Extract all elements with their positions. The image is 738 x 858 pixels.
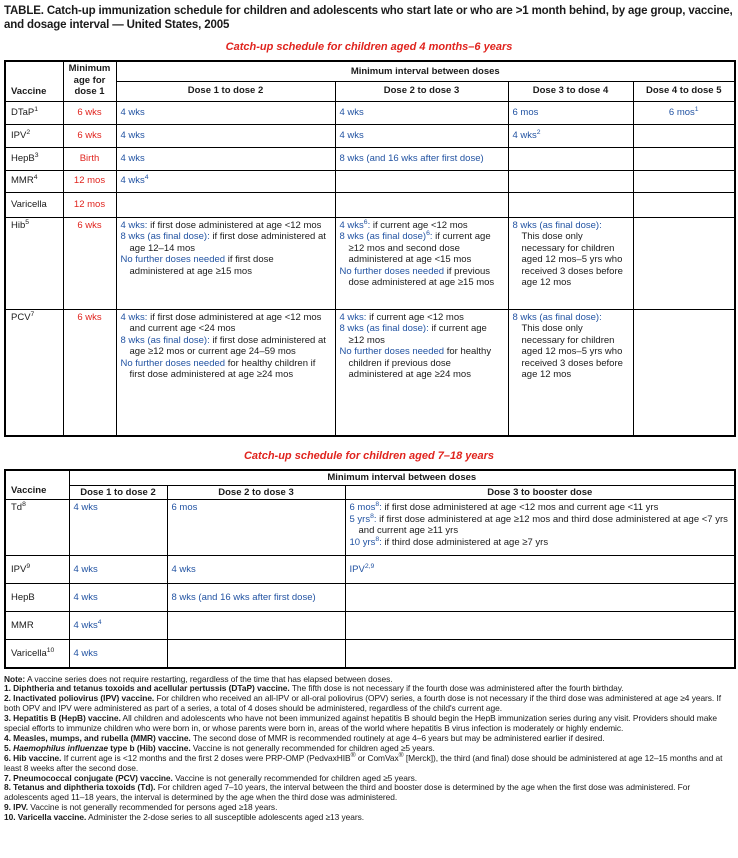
text-run: Vaccine is not generally recommended for persons aged ≥18 years. — [28, 802, 278, 813]
cell-paragraph — [121, 231, 331, 254]
table-cell — [335, 101, 508, 124]
table-cell — [63, 309, 116, 436]
column-header: Dose 3 to dose 4 — [508, 81, 633, 101]
table-row — [5, 170, 735, 192]
text-run: for healthy children if previous dose administered at age ≥24 mos — [348, 346, 492, 380]
text-run: 8 wks (as final dose): — [512, 219, 602, 231]
vaccine-name-cell — [5, 640, 69, 668]
superscript-marker: 8 — [370, 512, 374, 520]
superscript-marker: 1 — [694, 105, 699, 113]
text-run: IPV$^9$ — [11, 562, 31, 575]
table-cell — [633, 101, 735, 124]
text-run: 12 mos — [73, 198, 106, 210]
text-run: 6 mos$^8$: — [349, 500, 382, 513]
cell-paragraph — [68, 312, 112, 324]
table-cell — [63, 170, 116, 192]
text-run: If current age is <12 months and the first 2 doses were PRP-OMP (PedvaxHIB® or ComVax® [Merck]), the third (and final) dose should be administered at age 12–15 months and at least 8 weeks after the second dose. — [4, 751, 723, 773]
column-header: Dose 4 to dose 5 — [633, 81, 735, 101]
vaccine-name-cell — [5, 309, 63, 436]
table-cell — [69, 584, 167, 612]
cell-paragraph — [172, 592, 341, 604]
cell-paragraph — [340, 312, 504, 324]
table-row — [5, 101, 735, 124]
vaccine-name-cell — [5, 124, 63, 147]
table-cell — [508, 192, 633, 217]
cell-paragraph — [350, 564, 731, 576]
text-run: PCV$^7$ — [11, 310, 35, 323]
cell-paragraph — [513, 220, 629, 289]
table-cell — [116, 124, 335, 147]
text-run: 4 wks — [339, 129, 364, 141]
cell-paragraph — [11, 199, 59, 211]
text-run: for healthy children if first dose administered at age ≥24 mos — [129, 357, 316, 380]
table-cell — [63, 217, 116, 309]
text-run: 4 wks — [73, 563, 98, 575]
superscript-marker: ® — [398, 751, 404, 759]
vaccine-name-cell — [5, 101, 63, 124]
table-cell — [167, 640, 345, 668]
text-run: 8 wks (as final dose): — [512, 311, 602, 323]
text-run: This dose only necessary for children aged 12 mos–5 yrs who received 3 doses before age 12 mos — [521, 323, 623, 380]
text-run: 6 mos — [512, 106, 539, 118]
text-run: 6 mos$^1$ — [668, 105, 699, 118]
cell-paragraph — [121, 254, 331, 277]
text-run: IPV$^{2,9}$ — [349, 562, 375, 575]
cell-paragraph — [11, 107, 59, 119]
cell-paragraph — [11, 175, 59, 187]
cell-paragraph — [121, 335, 331, 358]
cell-paragraph — [121, 175, 331, 187]
footnote — [4, 783, 734, 803]
text-run: 8 wks (and 16 wks after first dose) — [339, 152, 484, 164]
table-title: TABLE. Catch-up immunization schedule for children and adolescents who start late or who are >1 month behind, by age group, vaccine, and dosage interval — United States, 2005 — [4, 5, 733, 31]
text-run: if first dose administered at age 12–14 mos — [129, 231, 326, 254]
table-row — [5, 124, 735, 147]
text-run: 4 wks: — [120, 219, 148, 231]
text-run: Td$^8$ — [11, 500, 26, 513]
table-cell — [335, 217, 508, 309]
column-header: Minimum interval between doses — [69, 470, 735, 485]
text-run: All children and adolescents who have not been immunized against hepatitis B should begin the HepB immunization series during any visit. Providers should make special efforts to immunize children who were born in, or whose parents were born in, areas of the world where hepatitis B virus infection is moderately or highly endemic. — [4, 713, 718, 734]
table-row — [5, 612, 735, 640]
superscript-marker: 4 — [33, 174, 38, 182]
text-run: The second dose of MMR is recommended routinely at age 4–6 years but may be administered earlier if desired. — [190, 732, 605, 743]
text-run: if first dose administered at age <12 mos and current age <11 yrs — [381, 502, 659, 513]
table-cell — [116, 309, 335, 436]
table-row — [5, 192, 735, 217]
text-run: No further doses needed — [339, 346, 445, 357]
text-run: HepB$^3$ — [11, 151, 39, 164]
header-row — [5, 485, 735, 500]
text-run: 4. Measles, mumps, and rubella (MMR) vaccine. — [4, 732, 191, 743]
text-run: 4 wks — [73, 647, 98, 659]
cell-paragraph — [11, 153, 59, 165]
cell-paragraph — [121, 107, 331, 119]
table-cell — [345, 556, 735, 584]
text-run: 6 wks — [77, 219, 102, 231]
catchup-table-7-18years — [4, 469, 736, 669]
cell-paragraph — [11, 592, 65, 604]
text-run: 6 wks — [77, 311, 102, 323]
vaccine-name-cell — [5, 584, 69, 612]
vaccine-name-cell — [5, 170, 63, 192]
text-run: No further doses needed — [339, 265, 445, 277]
text-run: 4 wks — [120, 152, 145, 164]
table-cell — [508, 101, 633, 124]
table-cell — [63, 101, 116, 124]
table-row — [5, 556, 735, 584]
text-run: 6 mos — [171, 502, 198, 513]
cell-paragraph — [340, 153, 504, 165]
cell-paragraph — [11, 130, 59, 142]
vaccine-name-cell — [5, 612, 69, 640]
table-cell — [508, 309, 633, 436]
text-run: Varicella$^{10}$ — [11, 646, 55, 659]
table-cell — [335, 170, 508, 192]
cell-paragraph — [68, 199, 112, 211]
table-cell — [63, 147, 116, 170]
cell-paragraph — [350, 514, 731, 537]
cell-paragraph — [68, 107, 112, 119]
table-cell — [633, 147, 735, 170]
superscript-marker: 4 — [97, 618, 102, 626]
text-run: For children aged 7–10 years, the interval between the third and booster dose is determined by the age when the first dose was administered. For adolescents aged 11–18 years, the interval is determined by the age when the third dose was administered. — [4, 782, 691, 803]
text-run: 4 wks — [120, 129, 145, 141]
table-cell — [633, 217, 735, 309]
cell-paragraph — [74, 620, 163, 632]
cell-paragraph — [11, 502, 65, 514]
column-header: Minimum age for dose 1 — [63, 61, 116, 101]
table-cell — [345, 612, 735, 640]
table-cell — [69, 556, 167, 584]
text-run: 4 wks$^4$ — [120, 174, 149, 187]
table-cell — [69, 612, 167, 640]
table-cell — [345, 584, 735, 612]
table-cell — [508, 124, 633, 147]
text-run: MMR$^4$ — [11, 174, 38, 187]
text-run: A vaccine series does not require restarting, regardless of the time that has elapsed between doses. — [25, 673, 393, 684]
text-run: 4 wks: — [120, 311, 148, 323]
table-row — [5, 217, 735, 309]
footnote — [4, 694, 734, 714]
cell-paragraph — [74, 502, 163, 514]
table-cell — [116, 101, 335, 124]
header-row — [5, 61, 735, 81]
table-cell — [69, 500, 167, 556]
text-run: if current age ≥12 mos and second dose administered at age <15 mos — [348, 231, 491, 265]
text-run: 8. Tetanus and diphtheria toxoids (Td). — [4, 782, 156, 793]
cell-paragraph — [68, 153, 112, 165]
table-cell — [335, 309, 508, 436]
vaccine-name-cell — [5, 556, 69, 584]
column-header: Dose 1 to dose 2 — [116, 81, 335, 101]
cell-paragraph — [68, 175, 112, 187]
footnote — [4, 813, 734, 823]
cell-paragraph — [11, 220, 59, 232]
text-run: Note: — [4, 673, 26, 684]
catchup-table-4months-6years — [4, 60, 736, 437]
text-run: Haemophilus influenzae — [13, 742, 108, 753]
vaccine-name-cell — [5, 217, 63, 309]
text-run: if third dose administered at age ≥7 yrs — [381, 536, 549, 548]
text-run: 2. Inactivated poliovirus (IPV) vaccine. — [4, 693, 155, 704]
text-run: Hib$^5$ — [11, 218, 30, 231]
text-run: 6 wks — [77, 129, 102, 141]
text-run: 8 wks (as final dose): — [339, 323, 429, 334]
superscript-marker: 8 — [375, 500, 380, 508]
table-cell — [116, 147, 335, 170]
cell-paragraph — [340, 107, 504, 119]
cell-paragraph — [340, 346, 504, 381]
text-run: 8 wks (as final dose): — [120, 334, 210, 346]
text-run: 10 yrs$^8$: — [349, 535, 382, 548]
text-run: 4 wks — [73, 502, 98, 513]
superscript-marker: 1 — [34, 105, 39, 113]
cell-paragraph — [68, 130, 112, 142]
text-run: Vaccine is not generally recommended for children aged ≥5 years. — [190, 742, 435, 753]
cell-paragraph — [121, 153, 331, 165]
text-run: 3. Hepatitis B (HepB) vaccine. — [4, 713, 121, 724]
table-cell — [63, 192, 116, 217]
superscript-marker: 4 — [144, 174, 149, 182]
cell-paragraph — [350, 537, 731, 549]
text-run: if first dose administered at age ≥12 mos and third dose administered at age <7 yrs and current age ≥11 yrs — [358, 513, 728, 536]
cell-paragraph — [513, 130, 629, 142]
cell-paragraph — [340, 323, 504, 346]
table-row — [5, 640, 735, 668]
superscript-marker: ® — [350, 751, 356, 759]
cell-paragraph — [340, 231, 504, 266]
superscript-marker: 7 — [30, 310, 35, 318]
superscript-marker: 2 — [536, 128, 541, 136]
text-run: 5. — [4, 742, 14, 753]
text-run: 9. IPV. — [4, 802, 29, 813]
text-run: Administer the 2-dose series to all susceptible adolescents aged ≥13 years. — [86, 812, 365, 823]
text-run: 12 mos — [73, 175, 106, 187]
text-run: 4 wks: — [339, 311, 367, 323]
column-header: Dose 2 to dose 3 — [335, 81, 508, 101]
text-run: type b (Hib) vaccine. — [107, 742, 191, 753]
text-run: 6. Hib vaccine. — [4, 752, 62, 763]
text-run: IPV$^2$ — [11, 128, 31, 141]
text-run: This dose only necessary for children aged 12 mos–5 yrs who received 3 doses before age 12 mos — [521, 231, 623, 288]
text-run: if current age ≥12 mos — [348, 323, 487, 346]
table-row — [5, 309, 735, 436]
cell-paragraph — [340, 130, 504, 142]
table-cell — [116, 170, 335, 192]
table-cell — [335, 124, 508, 147]
cell-paragraph — [11, 312, 59, 324]
superscript-marker: 8 — [22, 500, 26, 508]
cell-paragraph — [121, 220, 331, 232]
table-cell — [167, 612, 345, 640]
text-run: No further doses needed — [120, 254, 226, 265]
text-run: 1. Diphtheria and tetanus toxoids and acellular pertussis (DTaP) vaccine. — [4, 683, 290, 694]
section-title-7-18years: Catch-up schedule for children aged 7–18 years — [243, 450, 495, 462]
text-run: 4 wks — [339, 106, 364, 118]
text-run: 5 yrs$^8$: — [349, 512, 377, 525]
text-run: DTaP$^1$ — [11, 105, 39, 118]
cell-paragraph — [68, 220, 112, 232]
text-run: MMR — [11, 619, 34, 631]
cell-paragraph — [11, 648, 65, 660]
table-cell — [508, 170, 633, 192]
text-run: if previous dose administered at age ≥15 mos — [348, 265, 495, 288]
cell-paragraph — [121, 312, 331, 335]
superscript-marker: 3 — [34, 151, 39, 159]
text-run: Varicella — [11, 198, 47, 210]
cell-paragraph — [638, 107, 731, 119]
section-title-4months-6years: Catch-up schedule for children aged 4 months–6 years — [225, 41, 513, 53]
text-run: if first dose administered at age <12 mos — [147, 219, 322, 231]
table-cell — [335, 147, 508, 170]
vaccine-name-cell — [5, 192, 63, 217]
text-run: 8 wks (as final dose)$^6$: — [339, 229, 433, 242]
table-row — [5, 500, 735, 556]
cell-paragraph — [121, 358, 331, 381]
vaccine-name-cell — [5, 500, 69, 556]
table-cell — [633, 192, 735, 217]
superscript-marker: 9 — [26, 562, 31, 570]
table-cell — [116, 192, 335, 217]
column-header: Vaccine — [5, 470, 69, 500]
cell-paragraph — [121, 130, 331, 142]
text-run: Birth — [79, 152, 100, 164]
cell-paragraph — [513, 107, 629, 119]
table-cell — [167, 556, 345, 584]
cell-paragraph — [11, 564, 65, 576]
table-cell — [335, 192, 508, 217]
column-header: Vaccine — [5, 61, 63, 101]
table-cell — [345, 640, 735, 668]
column-header: Dose 2 to dose 3 — [167, 485, 345, 500]
text-run: 8 wks (and 16 wks after first dose) — [171, 591, 316, 603]
superscript-marker: 8 — [375, 535, 380, 543]
cell-paragraph — [74, 592, 163, 604]
table-cell — [508, 217, 633, 309]
text-run: 4 wks$^2$ — [512, 128, 541, 141]
text-run: 10. Varicella vaccine. — [4, 812, 87, 823]
superscript-marker: 2,9 — [364, 562, 375, 570]
table-cell — [345, 500, 735, 556]
text-run: Vaccine is not generally recommended for children aged ≥5 years. — [172, 772, 418, 783]
table-cell — [633, 170, 735, 192]
superscript-marker: 6 — [363, 218, 368, 226]
text-run: 8 wks (as final dose): — [120, 231, 210, 242]
text-run: For children who received an all-IPV or all-oral poliovirus (OPV) series, a fourth dose is not necessary if the third dose was administered at age ≥4 years. If both OPV and IPV were administered as part of a series, a total of 4 doses should be administered, regardless of the child's current age. — [4, 693, 722, 714]
table-row — [5, 147, 735, 170]
text-run: 4 wks — [171, 563, 196, 575]
cell-paragraph — [350, 502, 731, 514]
table-row — [5, 584, 735, 612]
table-cell — [116, 217, 335, 309]
cell-paragraph — [340, 266, 504, 289]
table-cell — [69, 640, 167, 668]
table-cell — [633, 309, 735, 436]
footnote — [4, 751, 734, 774]
text-run: 7. Pneumococcal conjugate (PCV) vaccine. — [4, 772, 173, 783]
column-header: Minimum interval between doses — [116, 61, 735, 81]
table-cell — [167, 584, 345, 612]
text-run: if first dose administered at age ≥15 mos — [129, 254, 274, 277]
text-run: No further doses needed — [120, 357, 226, 369]
vaccine-name-cell — [5, 147, 63, 170]
superscript-marker: 6 — [426, 229, 430, 237]
text-run: 4 wks — [120, 106, 145, 118]
text-run: 6 wks — [77, 106, 102, 118]
cell-paragraph — [74, 564, 163, 576]
header-row — [5, 470, 735, 485]
notes-section — [4, 675, 734, 824]
text-run: 4 wks$^4$ — [73, 618, 102, 631]
column-header: Dose 3 to booster dose — [345, 485, 735, 500]
text-run: HepB — [11, 591, 35, 603]
table-cell — [633, 124, 735, 147]
cell-paragraph — [340, 220, 504, 232]
cell-paragraph — [74, 648, 163, 660]
text-run: if current age <12 mos — [366, 311, 464, 323]
superscript-marker: 5 — [25, 218, 30, 226]
cell-paragraph — [172, 564, 341, 576]
text-run: if current age <12 mos — [370, 219, 468, 231]
column-header: Dose 1 to dose 2 — [69, 485, 167, 500]
cell-paragraph — [11, 620, 65, 632]
footnotes — [4, 684, 734, 823]
text-run: if first dose administered at age ≥12 mos or current age 24–59 mos — [129, 334, 326, 357]
cell-paragraph — [172, 502, 341, 514]
text-run: if first dose administered at age <12 mos and current age <24 mos — [129, 311, 322, 334]
table-cell — [167, 500, 345, 556]
superscript-marker: 10 — [46, 646, 55, 654]
superscript-marker: 2 — [26, 128, 31, 136]
text-run: 4 wks — [73, 591, 98, 603]
table-cell — [63, 124, 116, 147]
footnote — [4, 714, 734, 734]
table-cell — [508, 147, 633, 170]
cell-paragraph — [513, 312, 629, 381]
text-run: 4 wks$^6$: — [339, 218, 371, 231]
text-run: The fifth dose is not necessary if the fourth dose was administered after the fourth birthday. — [289, 683, 624, 694]
